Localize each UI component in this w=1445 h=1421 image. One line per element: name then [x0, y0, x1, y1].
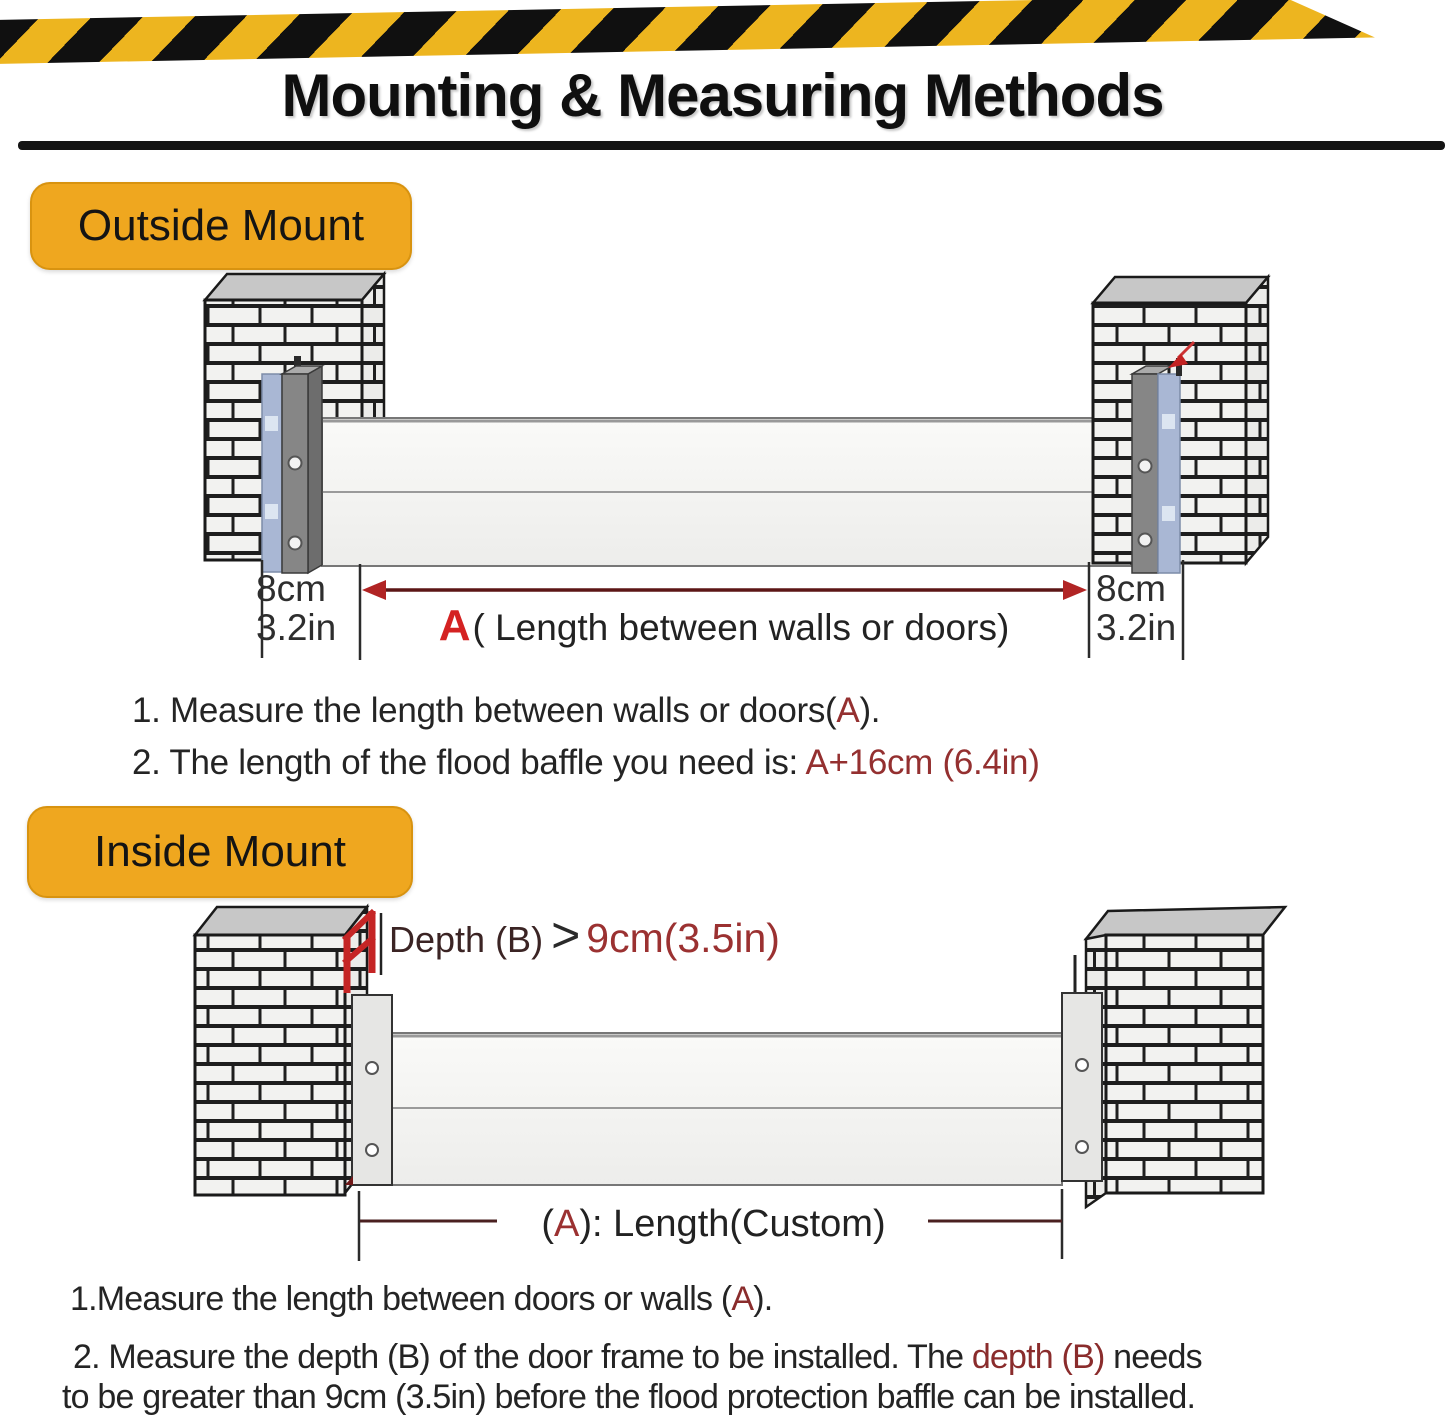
- label-text: (: [541, 1203, 555, 1245]
- flood-barrier-panel-outside: [322, 418, 1131, 566]
- screw-hole: [1076, 1059, 1088, 1071]
- step-highlight: A+16cm (6.4in): [805, 743, 1040, 782]
- inside-step-2-continued: to be greater than 9cm (3.5in) before the flood protection baffle can be installed.: [62, 1378, 1196, 1416]
- brick-pillar-inside-left: [195, 907, 367, 1195]
- step-text: 1.Measure the length between doors or walls (: [70, 1280, 732, 1318]
- mounting-channel-left: [282, 366, 322, 573]
- depth-value: 9cm(3.5in): [586, 915, 780, 961]
- step-highlight: depth (B): [971, 1338, 1105, 1376]
- step-highlight: A: [731, 1280, 754, 1318]
- right-offset-inch: 3.2in: [1096, 607, 1177, 648]
- screw-hole: [1139, 460, 1152, 473]
- screw-hole: [1139, 534, 1152, 547]
- span-dimension-arrow: [362, 580, 1087, 600]
- step-text: 2. Measure the depth (B) of the door frame to be installed. The: [73, 1338, 972, 1376]
- screw-hole: [289, 537, 302, 550]
- right-offset-dimension: [1096, 570, 1176, 648]
- step-text: ).: [859, 691, 881, 730]
- step-text: 1. Measure the length between walls or doors(: [132, 691, 837, 730]
- seal-rail-left: [262, 374, 282, 572]
- page-title: Mounting & Measuring Methods: [281, 62, 1164, 129]
- step-text: 2. The length of the flood baffle you need is:: [132, 743, 806, 782]
- inside-step-2: [73, 1338, 1202, 1377]
- brick-pillar-inside-right: [1086, 907, 1285, 1207]
- span-length-text: ( Length between walls or doors): [472, 607, 1010, 648]
- variable-a: A: [438, 601, 471, 650]
- mounting-channel-inside-left: [345, 995, 392, 1185]
- depth-requirement-label: [389, 906, 780, 964]
- depth-label-text: Depth (B): [389, 919, 544, 960]
- flood-barrier-panel-inside: [392, 1033, 1062, 1185]
- outside-mount-badge: Outside Mount: [30, 182, 412, 270]
- inside-step-1: [70, 1280, 772, 1319]
- variable-a: A: [554, 1203, 580, 1245]
- step-highlight: A: [836, 691, 860, 730]
- span-length-label: [362, 601, 1086, 651]
- screw-hole: [366, 1062, 378, 1074]
- label-text: ): Length(Custom): [579, 1203, 886, 1245]
- screw-hole: [289, 457, 302, 470]
- outside-step-2: [132, 743, 1040, 783]
- screw-hole: [1076, 1141, 1088, 1153]
- hazard-banner: [0, 0, 1445, 158]
- step-text: needs: [1104, 1338, 1202, 1376]
- left-offset-inch: 3.2in: [256, 607, 337, 648]
- left-offset-cm: 8cm: [256, 568, 326, 609]
- custom-length-label: [497, 1203, 930, 1246]
- inside-mount-badge: Inside Mount: [27, 806, 413, 898]
- left-offset-dimension: [256, 570, 336, 648]
- title-underline: [18, 141, 1445, 150]
- screw-hole: [366, 1144, 378, 1156]
- outside-step-1: [132, 691, 880, 731]
- greater-than-sign: >: [551, 907, 581, 963]
- right-offset-cm: 8cm: [1096, 568, 1166, 609]
- step-text: ).: [753, 1280, 773, 1318]
- seal-rail-right: [1158, 374, 1180, 573]
